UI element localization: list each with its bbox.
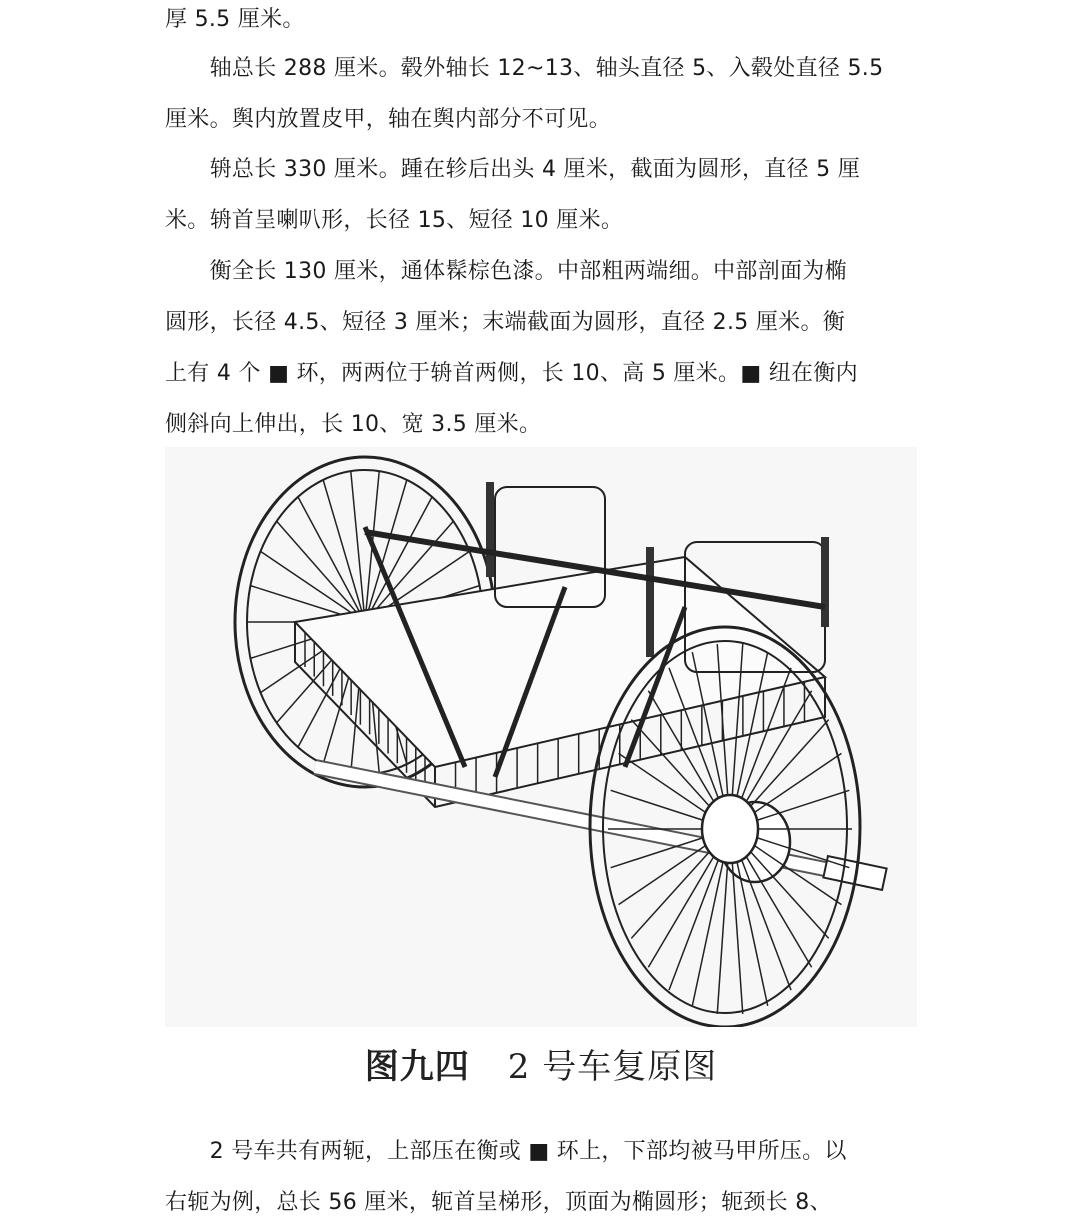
paragraph-yoke-saddle — [165, 1126, 917, 1228]
text-line: 侧斜向上伸出，长 10、宽 3.5 厘米。 — [165, 412, 542, 437]
text-line: 厘米。舆内放置皮甲，轴在舆内部分不可见。 — [165, 107, 612, 132]
text-line: 右轭为例，总长 56 厘米，轭首呈梯形，顶面为椭圆形；轭颈长 8、 — [165, 1190, 832, 1215]
chariot-figure — [165, 447, 917, 1112]
figure-caption — [165, 1039, 917, 1088]
text-line: 辀总长 330 厘米。踵在轸后出头 4 厘米，截面为圆形，直径 5 厘 — [165, 157, 861, 182]
text-line: 米。辀首呈喇叭形，长径 15、短径 10 厘米。 — [165, 208, 624, 233]
text-line: 2 号车共有两轭，上部压在衡或 ■ 环上，下部均被马甲所压。以 — [165, 1139, 847, 1164]
chariot-illustration — [165, 447, 917, 1027]
figure-title: 2 号车复原图 — [507, 1047, 718, 1087]
text-line: 厚 5.5 厘米。 — [165, 7, 305, 32]
text-line: 圆形，长径 4.5、短径 3 厘米；末端截面为圆形，直径 2.5 厘米。衡 — [165, 310, 846, 335]
paragraph-shaft — [165, 144, 917, 246]
paragraph-top — [165, 0, 917, 45]
paragraph-axle — [165, 43, 917, 145]
text-line: 上有 4 个 ■ 环，两两位于辀首两侧，长 10、高 5 厘米。■ 纽在衡内 — [165, 361, 858, 386]
text-line: 轴总长 288 厘米。毂外轴长 12~13、轴头直径 5、入毂处直径 5.5 — [165, 56, 884, 81]
figure-number: 图九四 — [364, 1047, 470, 1087]
text-line: 衡全长 130 厘米，通体髹棕色漆。中部粗两端细。中部剖面为椭 — [165, 259, 847, 284]
paragraph-yoke — [165, 246, 917, 450]
